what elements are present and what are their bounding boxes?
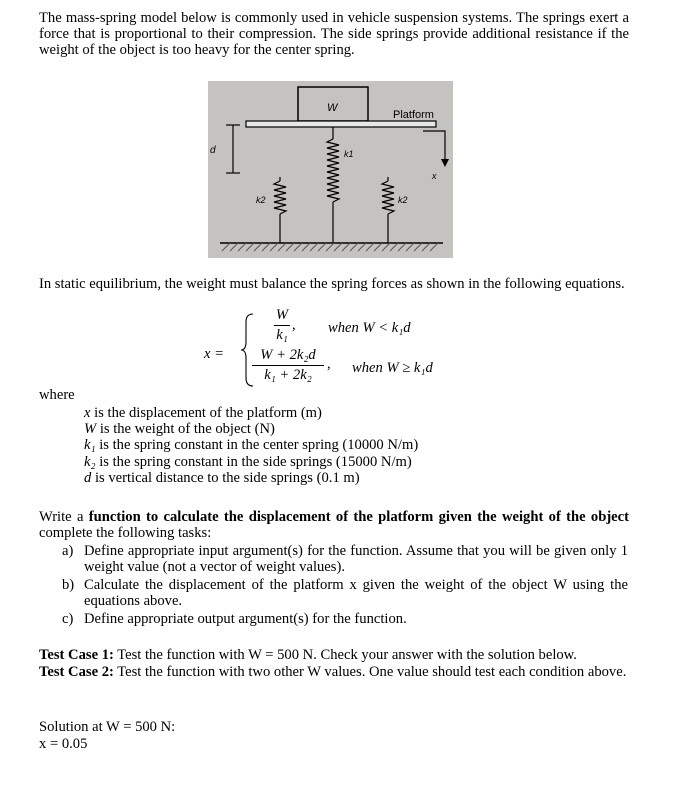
- label-k2-left: k2: [256, 195, 266, 205]
- solution-value: x = 0.05: [39, 736, 88, 752]
- label-k1: k1: [344, 149, 354, 159]
- test-case-2: Test Case 2: Test the function with two other W values. One value should test each condition above.: [39, 664, 627, 680]
- case1-condition: when W < k₁d: [328, 320, 411, 336]
- solution-label: Solution at W = 500 N:: [39, 719, 176, 735]
- label-d: d: [210, 145, 216, 156]
- definition-k2: k₂ is the spring constant in the side springs (15000 N/m): [84, 453, 412, 470]
- where-label: where: [39, 387, 75, 403]
- task-item-a: a) Define appropriate input argument(s) for the function. Assume that you will be given only 1 weight value (not a vector of weight values).: [62, 543, 628, 576]
- label-k2-right: k2: [398, 195, 408, 205]
- definition-list: [84, 405, 418, 486]
- test-case-1: Test Case 1: Test the function with W = 500 N. Check your answer with the solution below.: [39, 647, 577, 663]
- label-x: x: [432, 171, 437, 181]
- ground-hatch: [222, 243, 438, 251]
- definition-k1: k₁ is the spring constant in the center spring (10000 N/m): [84, 437, 419, 454]
- platform: [246, 121, 436, 127]
- case1-fraction-bar: [274, 325, 290, 326]
- left-side-spring: [274, 181, 286, 214]
- label-platform: Platform: [393, 109, 434, 121]
- definition-w: W is the weight of the object (N): [84, 421, 275, 438]
- task-item-c: c) Define appropriate output argument(s) for the function.: [62, 611, 407, 627]
- right-side-spring: [382, 181, 394, 214]
- task-item-b: b) Calculate the displacement of the platform x given the weight of the object W using the equations above.: [62, 577, 628, 610]
- case2-comma: ,: [327, 356, 331, 372]
- definition-x: x is the displacement of the platform (m): [84, 405, 322, 421]
- label-w: W: [327, 102, 338, 114]
- x-arrow-head: [441, 159, 449, 167]
- case1-comma: ,: [292, 317, 296, 333]
- equilibrium-paragraph: In static equilibrium, the weight must balance the spring forces as shown in the following equations.: [39, 276, 625, 292]
- case1-numerator: W: [275, 307, 289, 323]
- center-spring: [327, 139, 339, 202]
- case1-denominator: k₁: [276, 327, 288, 343]
- case2-fraction-bar: [252, 365, 324, 366]
- case2-denominator: k₁ + 2k₂: [264, 367, 312, 383]
- intro-paragraph: The mass-spring model below is commonly used in vehicle suspension systems. The springs exert a force that is proportional to their compression. The side springs provide additional resistance if the weight of the object is too heavy for the center spring.: [39, 10, 629, 59]
- task-paragraph: Write a function to calculate the displacement of the platform given the weight of the object complete the following tasks:: [39, 509, 629, 542]
- mass-spring-diagram: [208, 81, 453, 258]
- case2-numerator: W + 2k₂d: [260, 347, 316, 363]
- definition-d: d is vertical distance to the side springs (0.1 m): [84, 469, 360, 486]
- equation-lhs: x =: [204, 346, 224, 362]
- case2-condition: when W ≥ k₁d: [352, 360, 433, 376]
